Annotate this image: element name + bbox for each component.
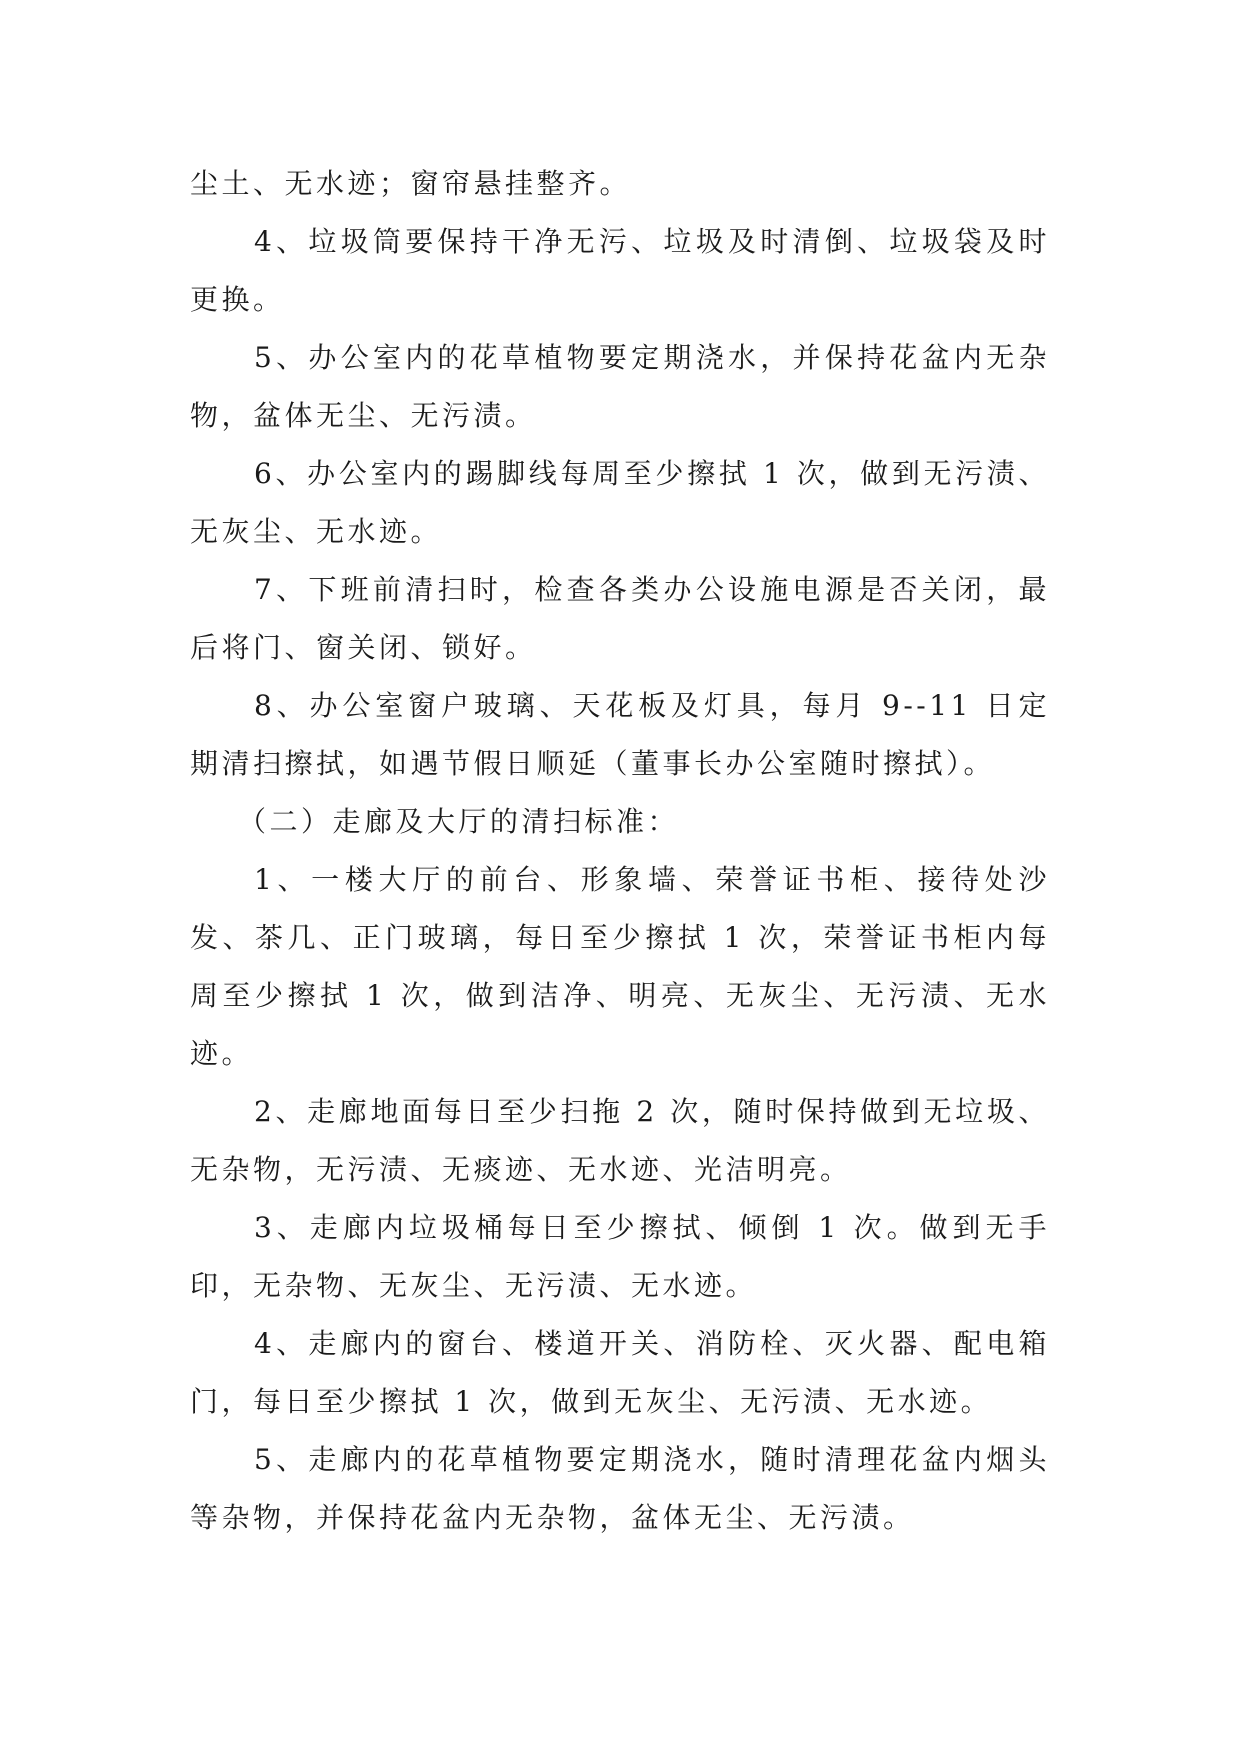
paragraph-lobby-item-1: 1、一楼大厅的前台、形象墙、荣誉证书柜、接待处沙发、茶几、正门玻璃，每日至少擦拭 1 次，荣誉证书柜内每周至少擦拭 1 次，做到洁净、明亮、无灰尘、无污渍、无水迹。 [190, 863, 1050, 1070]
section-heading-corridor-lobby: （二）走廊及大厅的清扫标准： [238, 805, 680, 838]
paragraph-lobby-item-3: 3、走廊内垃圾桶每日至少擦拭、倾倒 1 次。做到无手印，无杂物、无灰尘、无污渍、无水迹。 [190, 1211, 1050, 1302]
paragraph-item-8-windows: 8、办公室窗户玻璃、天花板及灯具，每月 9--11 日定期清扫擦拭，如遇节假日顺延（董事长办公室随时擦拭）。 [190, 689, 1050, 780]
paragraph-continuation: 尘土、无水迹；窗帘悬挂整齐。 [190, 167, 632, 200]
paragraph-lobby-item-2: 2、走廊地面每日至少扫拖 2 次，随时保持做到无垃圾、无杂物，无污渍、无痰迹、无水迹、光洁明亮。 [190, 1095, 1050, 1186]
document-body [190, 155, 1050, 1547]
paragraph-item-6-baseboard: 6、办公室内的踢脚线每周至少擦拭 1 次，做到无污渍、无灰尘、无水迹。 [190, 457, 1050, 548]
paragraph-lobby-item-5: 5、走廊内的花草植物要定期浇水，随时清理花盆内烟头等杂物，并保持花盆内无杂物，盆体无尘、无污渍。 [190, 1443, 1050, 1534]
paragraph-item-4-trash: 4、垃圾筒要保持干净无污、垃圾及时清倒、垃圾袋及时更换。 [190, 225, 1050, 316]
paragraph-item-7-closing: 7、下班前清扫时，检查各类办公设施电源是否关闭，最后将门、窗关闭、锁好。 [190, 573, 1050, 664]
paragraph-item-5-plants: 5、办公室内的花草植物要定期浇水，并保持花盆内无杂物，盆体无尘、无污渍。 [190, 341, 1050, 432]
paragraph-lobby-item-4: 4、走廊内的窗台、楼道开关、消防栓、灭火器、配电箱门，每日至少擦拭 1 次，做到无灰尘、无污渍、无水迹。 [190, 1327, 1050, 1418]
